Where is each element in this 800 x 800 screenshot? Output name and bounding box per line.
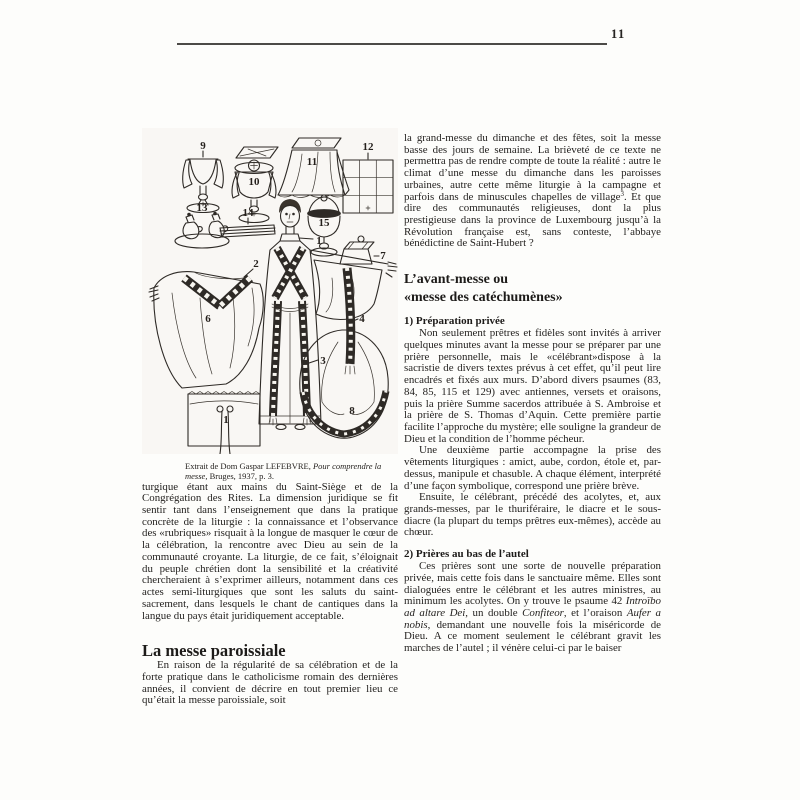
section-heading-line2: «messe des catéchumènes» [404, 289, 563, 305]
paragraph-ensuite: Ensuite, le célébrant, précédé des acolytes, et, aux grands-messes, par le thuriféraire, le diacre et le sous-diacre (la plupart du temps prêtres eux-mêmes), accède au chœur. [404, 491, 661, 539]
subheading-prieres-autel: 2) Prières au bas de l’autel [404, 548, 529, 561]
section-heading-line1: L’avant-messe ou [404, 272, 509, 288]
figure-number-label: 13 [196, 202, 208, 214]
figure-number-label: 1 [316, 235, 322, 247]
figure-number-label: 7 [380, 250, 386, 262]
figure-caption: Extrait de Dom Gaspar LEFEBVRE, Pour comprendre la messe, Bruges, 1937, p. 3. [185, 461, 382, 482]
paragraph-grand-messe: la grand-messe du dimanche et des fêtes, soit la messe basse des jours de semaine. La brièveté de ce texte ne permettra pas de rendre compte de toute la réalité : autre le climat d’une messe du dimanche dans les paroisses urbaines, autre cette même liturgie à la campagne et parfois dans de minuscules chapelles de village$^3$. Et que dire des communautés religieuses, dont la plus prestigieuse dans la province de Luxembourg jusqu’à la Révolution française est, sans conteste, l’abbaye bénédictine de Saint-Hubert ? [404, 132, 661, 250]
figure-number-label: 12 [362, 141, 374, 153]
section-heading-messe-paroissiale: La messe paroissiale [142, 641, 286, 661]
paragraph-preparation: Non seulement prêtres et fidèles sont invités à arriver quelques minutes avant la messe pour se préparer par une prière personnelle, mais le «célébrant»dispose à la sacristie de divers textes prévus à cet effet, qu’il peut lire encadrés et fixés aux murs. D’abord divers psaumes (83, 84, 85, 115 et 129) avec antiennes, versets et oraisons, puis la prière Summe sacerdos attribuée à S. Ambroise et la prière de S. Thomas d’Aquin. Cette première partie facilite l’approche du mystère; elle souligne la grandeur de Dieu et la condition de l’homme pécheur. [404, 327, 661, 445]
figure-number-label: 11 [306, 156, 318, 168]
vestments-figure [142, 128, 398, 454]
section-heading-avant-messe [404, 271, 661, 306]
left-column [142, 128, 398, 707]
paragraph-prieres: Ces prières sont une sorte de nouvelle préparation privée, mais cette fois dans le sanctuaire même. Elles sont dialoguées entre le célébrant et les autres ministres, au minimum les acolytes. On y trouve le psaume 42 Introïbo ad altare Dei, un double Confiteor, et l’oraison Aufer a nobis, demandant une nouvelle fois la miséricorde de Dieu. A ce moment seulement le célébrant gravit les marches de l’autel ; il vénère celui-ci par le baiser [404, 560, 661, 655]
figure-number-label: 14 [242, 207, 254, 219]
figure-number-label: 8 [349, 405, 355, 417]
figure-number-label: 15 [318, 217, 330, 229]
paragraph-vetements: Une deuxième partie accompagne la prise des vêtements liturgiques : amict, aube, cordon, étole et, par-dessus, manipule et chasuble. A chaque élément, interprété d’une façon symbolique, correspond une prière brève. [404, 444, 661, 492]
figure-number-label: 4 [359, 313, 365, 325]
right-column [404, 133, 661, 655]
figure-number-label: 2 [253, 258, 259, 270]
figure-number-label: 10 [248, 176, 260, 188]
subheading-preparation-privee: 1) Préparation privée [404, 315, 505, 328]
header-rule [177, 43, 607, 45]
figure-number-label: 1 [223, 414, 229, 426]
page-number: 11 [611, 27, 626, 41]
figure-number-label: 9 [200, 140, 206, 152]
paragraph-messe-paroissiale-intro: En raison de la régularité de sa célébration et de la forte pratique dans le catholicisme romain des dernières années, il convient de décrire en tout premier lieu ce qu’était la messe paroissiale, soit [142, 659, 398, 707]
figure-number-label: 6 [205, 313, 211, 325]
figure-number-label: 3 [320, 355, 326, 367]
paragraph-liturgy-continuation: turgique étant aux mains du Saint-Siège et de la Congrégation des Rites. La dimension juridique se fit sentir tant dans l’enseignement que dans la pratique concrète de la liturgie : la connaissance et l’observance des «rubriques» risquait à la longue de masquer le cœur de la célébration, la rencontre avec Dieu au sein de la communauté croyante. La liturgie, de ce fait, s’éloignait du peuple chrétien dont la sensibilité et la créativité chercheraient à s’exprimer ailleurs, notamment dans ces actes semi-liturgiques que sont les saluts du saint-sacrement, dans lesquels le chant de cantiques dans la langue du pays était juridiquement acceptable. [142, 480, 398, 622]
